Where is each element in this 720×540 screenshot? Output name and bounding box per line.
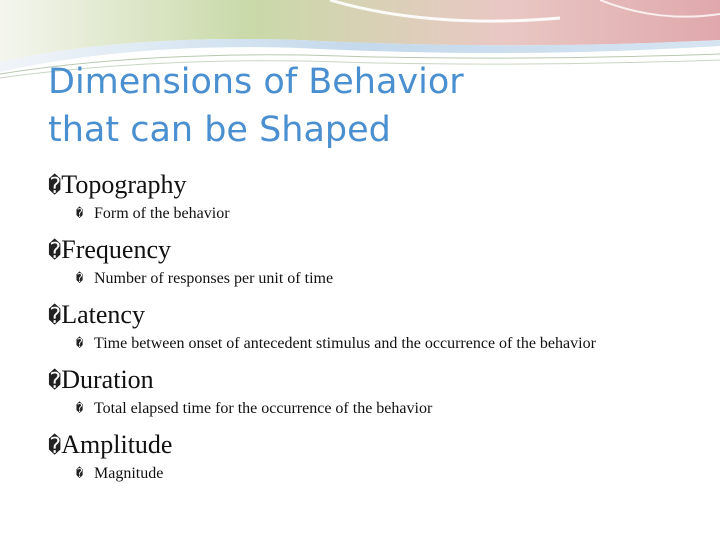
heading-text: Duration: [61, 365, 154, 394]
title-line-2: that can be Shaped: [48, 110, 391, 150]
list-item-topography: [48, 168, 688, 223]
list-item-latency: [48, 298, 688, 353]
bullet-icon: �: [48, 174, 62, 199]
heading-text: Topography: [61, 170, 187, 199]
bullet-detail: [48, 399, 688, 418]
sub-bullet-icon: �: [76, 206, 84, 220]
bullet-detail: [48, 464, 688, 483]
sub-bullet-icon: �: [76, 401, 84, 415]
bullet-icon: �: [48, 239, 62, 264]
bullet-heading: [48, 298, 688, 334]
heading-text: Amplitude: [61, 430, 173, 459]
list-item-frequency: [48, 233, 688, 288]
bullet-detail: [48, 204, 688, 223]
sub-bullet-icon: �: [76, 271, 84, 285]
sub-bullet-icon: �: [76, 336, 84, 350]
detail-text: Time between onset of antecedent stimulus and the occurrence of the behavior: [94, 335, 596, 352]
bullet-heading: [48, 233, 688, 269]
heading-text: Latency: [61, 300, 145, 329]
detail-text: Form of the behavior: [94, 205, 230, 222]
bullet-heading: [48, 363, 688, 399]
title-line-1: Dimensions of Behavior: [48, 62, 464, 102]
detail-text: Magnitude: [94, 465, 164, 482]
slide-title: [48, 58, 688, 154]
bullet-icon: �: [48, 369, 62, 394]
bullet-detail: [48, 334, 688, 353]
bullet-heading: [48, 168, 688, 204]
list-item-amplitude: [48, 428, 688, 483]
heading-text: Frequency: [61, 235, 171, 264]
bullet-detail: [48, 269, 688, 288]
list-item-duration: [48, 363, 688, 418]
sub-bullet-icon: �: [76, 466, 84, 480]
detail-text: Total elapsed time for the occurrence of the behavior: [94, 400, 433, 417]
detail-text: Number of responses per unit of time: [94, 270, 334, 287]
bullet-icon: �: [48, 304, 62, 329]
bullet-list: [48, 168, 688, 493]
bullet-icon: �: [48, 434, 62, 459]
bullet-heading: [48, 428, 688, 464]
